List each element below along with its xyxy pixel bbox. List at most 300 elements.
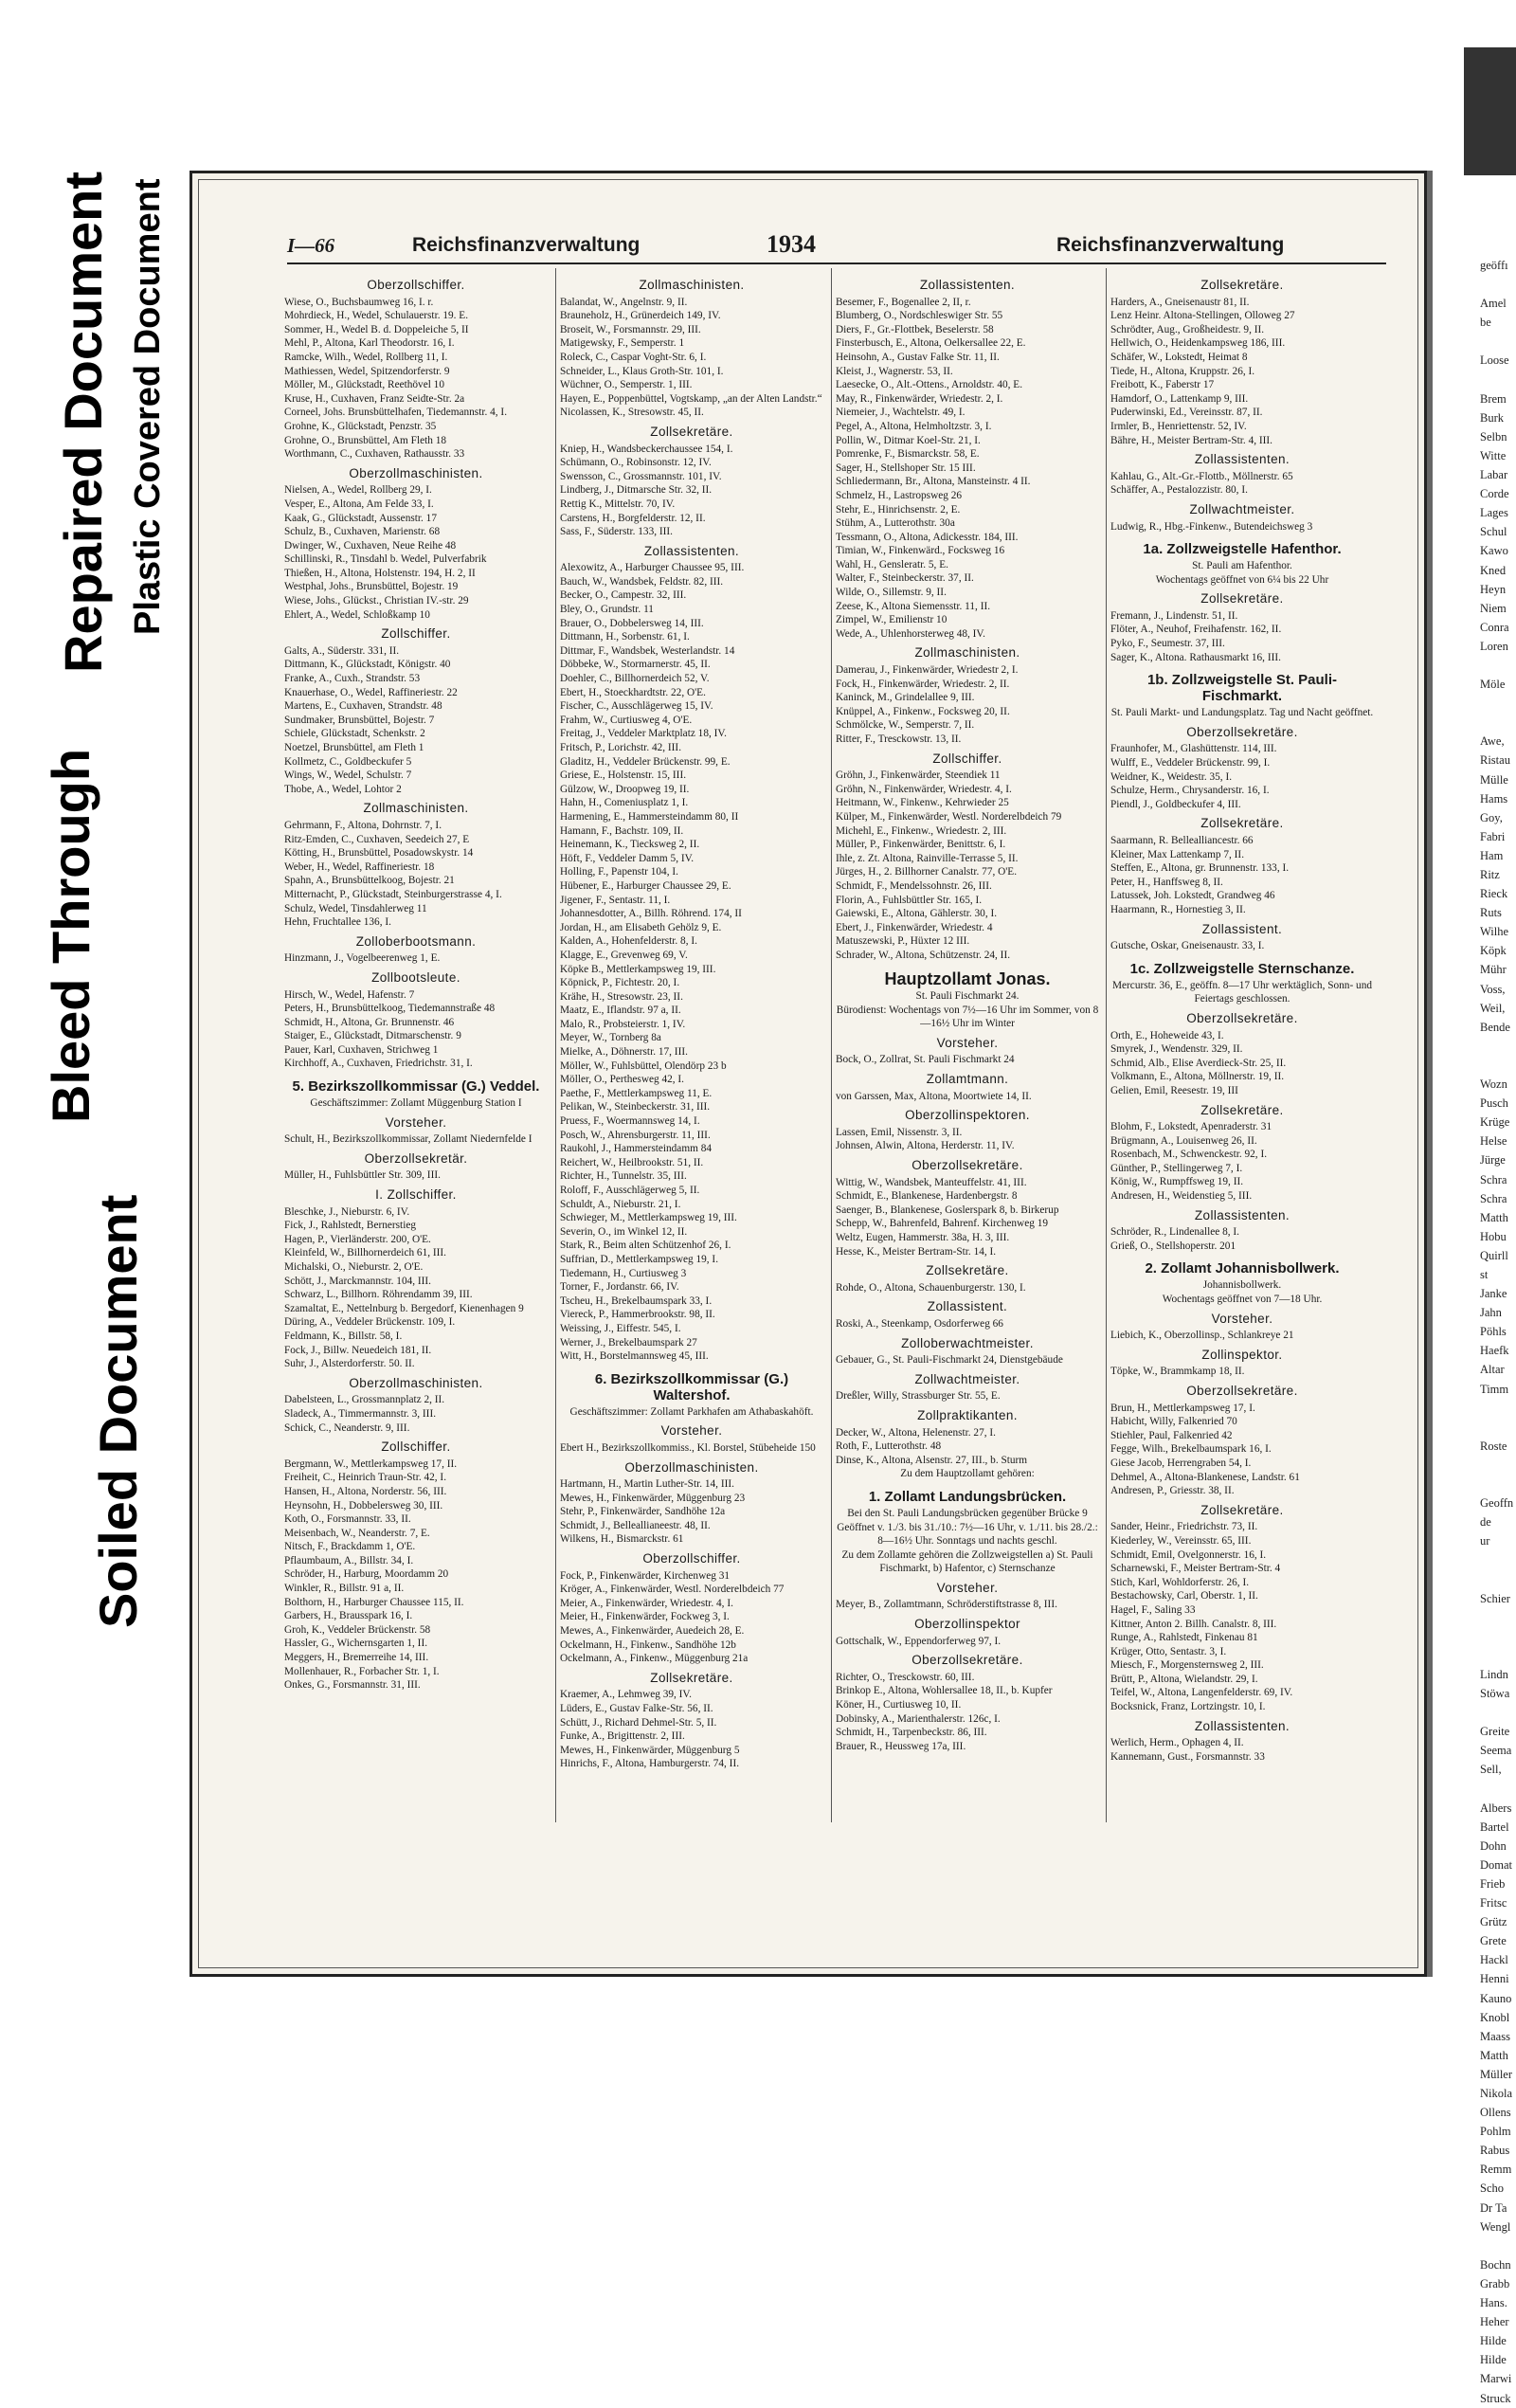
section-heading: Zollsekretäre. — [1200, 591, 1284, 607]
directory-entry: Gutsche, Oskar, Gneisenaustr. 33, I. — [1110, 940, 1265, 952]
next-page-fragment: Greite — [1480, 1725, 1510, 1739]
directory-entry: Timian, W., Finkenwärd., Focksweg 16 — [836, 545, 1005, 557]
next-page-fragment: geöffı — [1480, 259, 1508, 272]
directory-entry: Richter, O., Tresckowstr. 60, III. — [836, 1671, 975, 1683]
section-heading: Zollassistent. — [927, 1299, 1008, 1314]
directory-entry: Runge, A., Rahlstedt, Finkenau 81 — [1110, 1632, 1258, 1644]
office-note: Wochentags geöffnet von 6¼ bis 22 Uhr — [1155, 573, 1329, 586]
directory-entry: Sager, H., Stellshoper Str. 15 III. — [836, 462, 976, 474]
next-page-fragment — [1480, 371, 1516, 389]
directory-entry: Damerau, J., Finkenwärder, Wriedestr 2, I. — [836, 664, 1019, 677]
directory-entry: Brauer, O., Dobbelersweg 14, III. — [560, 617, 704, 629]
directory-entry: Kaak, G., Glückstadt, Aussenstr. 17 — [284, 512, 437, 524]
directory-entry: Weltz, Eugen, Hammerstr. 38a, H. 3, III. — [836, 1232, 1010, 1243]
section-heading: Oberzollsekretäre. — [911, 1158, 1023, 1173]
directory-entry: Schmid, Alb., Elise Averdieck-Str. 25, II. — [1110, 1057, 1287, 1069]
next-page-edge — [1480, 256, 1516, 2405]
directory-column-4 — [1110, 273, 1374, 1827]
directory-entry: Fock, H., Finkenwärder, Wriedestr. 2, II. — [836, 678, 1010, 690]
directory-entry: Heinsohn, A., Gustav Falke Str. 11, II. — [836, 351, 1000, 363]
directory-entry: Pomrenke, F., Bismarckstr. 58, E. — [836, 448, 980, 461]
directory-entry: Nicolassen, K., Stresowstr. 45, II. — [560, 407, 704, 419]
next-page-fragment: Schier — [1480, 1591, 1510, 1605]
directory-entry: Piendl, J., Goldbeckufer 4, III. — [1110, 798, 1241, 810]
directory-entry: Gottschalk, W., Eppendorferweg 97, I. — [836, 1635, 1002, 1647]
directory-entry: Finsterbusch, E., Altona, Oelkersallee 22, E. — [836, 337, 1026, 350]
directory-entry: Sladeck, A., Timmermannstr. 3, III. — [284, 1407, 437, 1420]
next-page-fragment: Mülle — [1480, 772, 1508, 787]
directory-entry: Decker, W., Altona, Helenenstr. 27, I. — [836, 1426, 996, 1439]
directory-entry: Broseit, W., Forsmannstr. 29, III. — [560, 323, 701, 335]
directory-entry: Sundmaker, Brunsbüttel, Bojestr. 7 — [284, 714, 435, 726]
next-page-fragment: Dr Ta — [1480, 2200, 1507, 2215]
directory-entry: Bauch, W., Wandsbek, Feldstr. 82, III. — [560, 575, 724, 588]
directory-entry: Müller, P., Finkenwärder, Benittstr. 6, I. — [836, 839, 1006, 851]
next-page-fragment: Dohn — [1480, 1838, 1507, 1853]
directory-entry: Richter, H., Tunnelstr. 35, III. — [560, 1170, 687, 1183]
next-page-fragment: Albers — [1480, 1801, 1512, 1815]
directory-entry: Alexowitz, A., Harburger Chaussee 95, III. — [560, 562, 745, 574]
directory-entry: Malo, R., Probsteierstr. 1, IV. — [560, 1018, 686, 1030]
directory-entry: Nitsch, F., Brackdamm 1, O'E. — [284, 1541, 416, 1553]
directory-entry: Dabelsteen, L., Grossmannplatz 2, II. — [284, 1394, 445, 1406]
directory-entry: Bergmann, W., Mettlerkampsweg 17, II. — [284, 1457, 458, 1470]
side-labels — [0, 0, 180, 2063]
directory-entry: Schult, H., Bezirkszollkommissar, Zollamt Niedernfelde I — [284, 1133, 532, 1146]
directory-entry: Suhr, J., Alsterdorferstr. 50. II. — [284, 1358, 415, 1370]
next-page-fragment — [1480, 656, 1516, 675]
directory-entry: Pollin, W., Ditmar Koel-Str. 21, I. — [836, 434, 981, 446]
directory-entry: Michalski, O., Nieburstr. 2, O'E. — [284, 1261, 424, 1273]
directory-entry: Grieß, O., Stellshoperstr. 201 — [1110, 1240, 1236, 1252]
label-bleed-through: Bleed Through — [41, 748, 100, 1123]
section-heading: Oberzollschiffer. — [367, 278, 465, 292]
section-heading: Zolloberbootsmann. — [355, 933, 477, 949]
directory-entry: Pyko, F., Seumestr. 37, III. — [1110, 638, 1225, 650]
directory-entry: Meier, H., Finkenwärder, Fockweg 3, I. — [560, 1611, 730, 1623]
next-page-fragment — [1480, 1608, 1516, 1627]
next-page-fragment: Rabus — [1480, 2144, 1510, 2158]
next-page-fragment: Mühr — [1480, 963, 1507, 977]
office-heading: 5. Bezirkszollkommissar (G.) Veddel. — [292, 1078, 540, 1095]
directory-entry: Ebert H., Bezirkszollkommiss., Kl. Borstel, Stübeheide 150 — [560, 1441, 816, 1454]
directory-entry: Dreßler, Willy, Strassburger Str. 55, E. — [836, 1390, 1001, 1403]
next-page-fragment — [1480, 1569, 1516, 1588]
next-page-fragment: Haefk — [1480, 1344, 1509, 1358]
directory-entry: Ritz-Emden, C., Cuxhaven, Seedeich 27, E — [284, 833, 470, 845]
next-page-fragment: Lages — [1480, 506, 1508, 520]
office-note: St. Pauli Fischmarkt 24. — [915, 990, 1020, 1003]
directory-entry: Möller, W., Fuhlsbüttel, Olendörp 23 b — [560, 1059, 727, 1072]
directory-entry: Külper, M., Finkenwärder, Westl. Norderelbdeich 79 — [836, 810, 1062, 823]
directory-entry: König, W., Rumpffsweg 19, II. — [1110, 1176, 1244, 1188]
directory-entry: Schümann, O., Robinsonstr. 12, IV. — [560, 457, 712, 469]
next-page-fragment: Hilde — [1480, 2353, 1507, 2367]
directory-entry: Kannemann, Gust., Forsmannstr. 33 — [1110, 1750, 1265, 1763]
directory-entry: Gehrmann, F., Altona, Dohrnstr. 7, I. — [284, 819, 442, 831]
next-page-fragment: Maass — [1480, 2029, 1510, 2043]
directory-entry: Dittmann, K., Glückstadt, Königstr. 40 — [284, 659, 451, 671]
directory-entry: Fock, J., Billw. Neuedeich 181, II. — [284, 1344, 432, 1356]
next-page-fragment: Kned — [1480, 563, 1507, 577]
scan-edge-bar — [1464, 47, 1516, 175]
directory-entry: Köpnick, P., Fichtestr. 20, I. — [560, 977, 680, 989]
directory-entry: Fegge, Wilh., Brekelbaumspark 16, I. — [1110, 1443, 1272, 1456]
directory-entry: Thobe, A., Wedel, Lohtor 2 — [284, 783, 402, 795]
directory-entry: Ockelmann, H., Finkenw., Sandhöhe 12b — [560, 1639, 736, 1651]
next-page-fragment: Marwi — [1480, 2372, 1512, 2386]
next-page-fragment — [1480, 1456, 1516, 1475]
next-page-fragment: Wengl — [1480, 2219, 1511, 2234]
directory-entry: Suffrian, D., Mettlerkampsweg 19, I. — [560, 1253, 719, 1265]
section-heading: Zollsekretäre. — [1200, 278, 1284, 292]
directory-column-3 — [836, 273, 1099, 1827]
directory-entry: Brun, H., Mettlerkampsweg 17, I. — [1110, 1402, 1255, 1414]
directory-entry: Knauerhase, O., Wedel, Raffineriestr. 22 — [284, 686, 458, 698]
directory-entry: Dinse, K., Altona, Alsenstr. 27, III., b. Sturm — [836, 1454, 1028, 1466]
section-heading: Oberzollmaschinisten. — [349, 1375, 483, 1390]
directory-entry: Hirsch, W., Wedel, Hafenstr. 7 — [284, 988, 415, 1001]
section-heading: Zollwachtmeister. — [1189, 501, 1295, 516]
next-page-fragment: Schul — [1480, 525, 1507, 539]
next-page-fragment — [1480, 713, 1516, 732]
directory-entry: Andresen, H., Weidenstieg 5, III. — [1110, 1190, 1253, 1203]
directory-entry: Stiehler, Paul, Falkenried 42 — [1110, 1429, 1233, 1441]
directory-entry: Andresen, P., Griesstr. 38, II. — [1110, 1485, 1235, 1497]
directory-entry: Sander, Heinr., Friedrichstr. 73, II. — [1110, 1521, 1258, 1533]
next-page-fragment: Kauno — [1480, 1991, 1512, 2005]
directory-entry: Hinrichs, F., Altona, Hamburgerstr. 74, II. — [560, 1758, 740, 1770]
next-page-fragment: Jürge — [1480, 1153, 1506, 1168]
next-page-fragment: Matth — [1480, 1210, 1508, 1224]
directory-entry: Feldmann, K., Billstr. 58, I. — [284, 1330, 403, 1342]
section-heading: Zollsekretäre. — [1200, 1102, 1284, 1117]
next-page-fragment — [1480, 1475, 1516, 1494]
directory-entry: Mollenhauer, R., Forbacher Str. 1, I. — [284, 1665, 440, 1677]
office-heading: 6. Bezirkszollkommissar (G.) Waltershof. — [594, 1370, 789, 1403]
next-page-fragment: st — [1480, 1267, 1489, 1281]
next-page-fragment: Ham — [1480, 848, 1504, 862]
directory-entry: Freibott, K., Faberstr 17 — [1110, 379, 1215, 391]
directory-entry: Schmelz, H., Lastropsweg 26 — [836, 489, 963, 501]
next-page-fragment: Remm — [1480, 2163, 1512, 2177]
office-note: St. Pauli Markt- und Landungsplatz. Tag und Nacht geöffnet. — [1110, 707, 1374, 719]
directory-entry: Jigener, F., Sentastr. 11, I. — [560, 894, 671, 906]
directory-entry: Franke, A., Cuxh., Strandstr. 53 — [284, 673, 421, 685]
directory-entry: Lindberg, J., Ditmarsche Str. 32, II. — [560, 484, 713, 497]
header-year: 1934 — [767, 230, 816, 258]
directory-entry: Wahl, H., Gensleratr. 5, E. — [836, 558, 948, 570]
next-page-fragment: ur — [1480, 1534, 1490, 1548]
scanned-page — [190, 171, 1427, 1977]
directory-entry: Carstens, H., Borgfelderstr. 12, II. — [560, 512, 706, 524]
directory-entry: Kleist, J., Wagnerstr. 53, II. — [836, 365, 953, 377]
next-page-fragment: Ruts — [1480, 906, 1502, 920]
directory-entry: Töpke, W., Brammkamp 18, II. — [1110, 1366, 1245, 1378]
directory-entry: Dittmar, F., Wandsbek, Westerlandstr. 14 — [560, 644, 735, 657]
office-heading: 2. Zollamt Johannisbollwerk. — [1145, 1260, 1340, 1277]
directory-entry: Schröder, R., Lindenallee 8, I. — [1110, 1226, 1240, 1239]
directory-entry: Becker, O., Campestr. 32, III. — [560, 589, 687, 602]
next-page-fragment: Köpk — [1480, 944, 1507, 958]
directory-entry: Thießen, H., Altona, Holstenstr. 194, H. 2, II — [284, 567, 476, 579]
next-page-fragment: Knobl — [1480, 2010, 1510, 2024]
directory-entry: Mewes, H., Finkenwärder, Müggenburg 23 — [560, 1492, 746, 1504]
directory-entry: Balandat, W., Angelnstr. 9, II. — [560, 296, 688, 308]
directory-entry: Dobinsky, A., Marienthalerstr. 126c, I. — [836, 1712, 1001, 1725]
directory-entry: Lassen, Emil, Nissenstr. 3, II. — [836, 1126, 963, 1138]
directory-entry: Stark, R., Beim alten Schützenhof 26, I. — [560, 1240, 731, 1252]
next-page-fragment: Ristau — [1480, 753, 1510, 768]
next-page-fragment — [1480, 1780, 1516, 1799]
directory-entry: Schäffer, A., Pestalozzistr. 80, I. — [1110, 484, 1248, 497]
directory-entry: Severin, O., im Winkel 12, II. — [560, 1225, 688, 1238]
directory-entry: Galts, A., Süderstr. 331, II. — [284, 644, 400, 657]
directory-entry: Worthmann, C., Cuxhaven, Rathausstr. 33 — [284, 448, 465, 461]
directory-entry: Schmidt, J., Belleallianeestr. 48, II. — [560, 1519, 711, 1531]
directory-entry: Laesecke, O., Alt.-Ottens., Arnoldstr. 40, E. — [836, 379, 1023, 391]
directory-entry: Raukohl, J., Hammersteindamm 84 — [560, 1143, 713, 1155]
office-note: Geöffnet v. 1./3. bis 31./10.: 7½—16 Uhr, v. 1./11. bis 28./2.: 8—16½ Uhr. Sonntags und nachts geschl. — [837, 1521, 1098, 1548]
directory-entry: Steffen, E., Altona, gr. Brunnenstr. 133, I. — [1110, 862, 1290, 875]
directory-entry: Meier, A., Finkenwärder, Wriedestr. 4, I. — [560, 1597, 733, 1609]
directory-entry: Matigewsky, F., Semperstr. 1 — [560, 337, 685, 350]
next-page-fragment: de — [1480, 1515, 1491, 1530]
next-page-fragment: Weil, — [1480, 1001, 1506, 1015]
directory-entry: Tscheu, H., Brekelbaumspark 33, I. — [560, 1295, 713, 1307]
section-heading: Oberzollsekretäre. — [911, 1653, 1023, 1668]
office-note: Wochentags geöffnet von 7—18 Uhr. — [1162, 1294, 1323, 1306]
directory-entry: Brauer, R., Heussweg 17a, III. — [836, 1740, 966, 1752]
directory-entry: Schuldt, A., Nieburstr. 21, I. — [560, 1198, 681, 1210]
section-heading: Oberzollinspektor — [914, 1617, 1020, 1632]
directory-entry: Düring, A., Veddeler Brückenstr. 109, I. — [284, 1316, 456, 1329]
directory-entry: Saarmann, R. Bellealliancestr. 66 — [1110, 835, 1254, 846]
directory-entry: Rohde, O., Altona, Schauenburgerstr. 130, I. — [836, 1281, 1026, 1294]
directory-entry: Winkler, R., Billstr. 91 a, II. — [284, 1583, 405, 1595]
directory-entry: Hagen, P., Vierländerstr. 200, O'E. — [284, 1233, 431, 1245]
office-note: Zu dem Hauptzollamt gehören: — [900, 1468, 1035, 1480]
directory-entry: Dwinger, W., Cuxhaven, Neue Reihe 48 — [284, 539, 457, 552]
next-page-fragment — [1480, 275, 1516, 294]
next-page-fragment — [1480, 1056, 1516, 1075]
next-page-fragment: Hilde — [1480, 2334, 1507, 2348]
directory-entry: Hinzmann, J., Vogelbeerenweg 1, E. — [284, 952, 441, 965]
section-heading: Zollinspektor. — [1201, 1347, 1283, 1362]
next-page-fragment: Wozn — [1480, 1077, 1507, 1092]
directory-entry: Mewes, A., Finkenwärder, Auedeich 28, E. — [560, 1625, 745, 1638]
directory-entry: Wüchner, O., Semperstr. 1, III. — [560, 379, 693, 391]
column-rule — [555, 268, 556, 1822]
directory-entry: Schmidt, F., Mendelssohnstr. 26, III. — [836, 879, 992, 892]
directory-entry: Funke, A., Brigittenstr. 2, III. — [560, 1730, 685, 1743]
next-page-fragment — [1480, 1418, 1516, 1437]
directory-entry: Kalden, A., Hohenfelderstr. 8, I. — [560, 935, 697, 948]
directory-entry: Johnsen, Alwin, Altona, Herderstr. 11, IV. — [836, 1140, 1015, 1152]
section-heading: Vorsteher. — [936, 1035, 999, 1050]
section-heading: Zollschiffer. — [932, 751, 1002, 766]
directory-entry: Jordan, H., am Elisabeth Gehölz 9, E. — [560, 921, 722, 933]
directory-entry: Pelikan, W., Steinbeckerstr. 31, III. — [560, 1101, 711, 1113]
label-plastic-covered-document: Plastic Covered Document — [128, 178, 168, 635]
directory-entry: Harders, A., Gneisenaustr 81, II. — [1110, 296, 1250, 308]
directory-entry: Mielke, A., Döhnerstr. 17, III. — [560, 1046, 688, 1059]
directory-entry: Müller, H., Fuhlsbüttler Str. 309, III. — [284, 1169, 441, 1182]
main-office-heading: Hauptzollamt Jonas. — [884, 969, 1051, 988]
section-heading: Zollsekretäre. — [650, 424, 733, 439]
directory-entry: Kröger, A., Finkenwärder, Westl. Norderelbdeich 77 — [560, 1584, 785, 1596]
directory-entry: Weidner, K., Weidestr. 35, I. — [1110, 770, 1233, 783]
directory-entry: Bley, O., Grundstr. 11 — [560, 604, 654, 616]
section-heading: Vorsteher. — [936, 1580, 999, 1595]
next-page-fragment: Bochn — [1480, 2257, 1511, 2272]
directory-entry: Schwarz, L., Billhorn. Röhrendamm 39, III. — [284, 1289, 473, 1301]
directory-entry: Flöter, A., Neuhof, Freihafenstr. 162, II. — [1110, 624, 1282, 636]
section-heading: Zollschiffer. — [381, 626, 451, 642]
next-page-fragment: Pusch — [1480, 1096, 1508, 1111]
directory-entry: Blumberg, O., Nordschleswiger Str. 55 — [836, 310, 1003, 322]
directory-entry: Freitag, J., Veddeler Marktplatz 18, IV. — [560, 728, 727, 740]
directory-entry: Miesch, F., Morgensternsweg 2, III. — [1110, 1659, 1264, 1672]
next-page-fragment: Bende — [1480, 1020, 1510, 1034]
next-page-fragment: Kawo — [1480, 544, 1508, 558]
section-heading: Zollmaschinisten. — [914, 645, 1020, 661]
next-page-fragment — [1480, 1550, 1516, 1569]
directory-entry: Wede, A., Uhlenhorsterweg 48, IV. — [836, 627, 985, 640]
directory-entry: Wings, W., Wedel, Schulstr. 7 — [284, 769, 412, 782]
directory-entry: Mewes, H., Finkenwärder, Müggenburg 5 — [560, 1744, 740, 1756]
directory-entry: Bock, O., Zollrat, St. Pauli Fischmarkt 24 — [836, 1054, 1015, 1066]
next-page-fragment: Krüge — [1480, 1115, 1510, 1130]
directory-entry: Noetzel, Brunsbüttel, am Fleth 1 — [284, 742, 424, 753]
next-page-fragment: Pöhls — [1480, 1325, 1507, 1339]
directory-entry: Besemer, F., Bogenallee 2, II, r. — [836, 296, 971, 308]
directory-entry: Schröder, H., Harburg, Moordamm 20 — [284, 1568, 449, 1581]
next-page-fragment — [1480, 1627, 1516, 1646]
directory-entry: Niemeier, J., Wachtelstr. 49, I. — [836, 407, 966, 419]
directory-entry: Johannesdotter, A., Billh. Röhrend. 174, II — [560, 908, 742, 920]
directory-entry: Gröhn, N., Finkenwärder, Wriedestr. 4, I. — [836, 783, 1012, 795]
directory-entry: Hübener, E., Harburger Chaussee 29, E. — [560, 879, 731, 892]
directory-entry: Koth, O., Forsmannstr. 33, II. — [284, 1513, 411, 1526]
directory-entry: Irmler, B., Henriettenstr. 52, IV. — [1110, 420, 1247, 432]
next-page-fragment: be — [1480, 316, 1491, 330]
directory-entry: Liebich, K., Oberzollinsp., Schlankreye 21 — [1110, 1330, 1294, 1342]
next-page-fragment: Niem — [1480, 601, 1507, 615]
office-note: St. Pauli am Hafenthor. — [1192, 560, 1292, 572]
directory-entry: Ebert, H., Stoeckhardtstr. 22, O'E. — [560, 686, 706, 698]
directory-entry: Roski, A., Steenkamp, Osdorferweg 66 — [836, 1317, 1003, 1330]
directory-entry: Paethe, F., Mettlerkampsweg 11, E. — [560, 1087, 713, 1099]
section-heading: Zollsekretäre. — [1200, 816, 1284, 831]
directory-entry: Tiede, H., Altona, Kruppstr. 26, I. — [1110, 365, 1255, 377]
directory-entry: Schulze, Herm., Chrysanderstr. 16, I. — [1110, 785, 1270, 797]
next-page-fragment: Nikola — [1480, 2087, 1513, 2100]
next-page-fragment: Brem — [1480, 391, 1507, 406]
section-heading: Oberzollinspektoren. — [905, 1108, 1030, 1123]
next-page-fragment: Heyn — [1480, 582, 1507, 596]
section-heading: Zollpraktikanten. — [917, 1407, 1018, 1422]
directory-entry: Kötting, H., Brunsbüttel, Posadowskystr. 14 — [284, 847, 474, 860]
directory-entry: Smyrek, J., Wendenstr. 329, II. — [1110, 1043, 1243, 1056]
directory-entry: Fraunhofer, M., Glashüttenstr. 114, III. — [1110, 743, 1277, 755]
section-heading: Zollassistenten. — [1194, 1718, 1290, 1733]
directory-entry: Ludwig, R., Hbg.-Finkenw., Butendeichsweg 3 — [1110, 520, 1313, 533]
directory-entry: Grohne, K., Glückstadt, Penzstr. 35 — [284, 420, 437, 432]
directory-entry: Saenger, B., Blankenese, Goslerspark 8, b. Birkerup — [836, 1204, 1059, 1216]
directory-entry: Mitternacht, P., Glückstadt, Steinburgerstrasse 4, I. — [284, 888, 502, 900]
section-heading: Zollbootsleute. — [371, 969, 460, 985]
directory-entry: Hesse, K., Meister Bertram-Str. 14, I. — [836, 1245, 997, 1258]
next-page-fragment: Grabb — [1480, 2276, 1510, 2290]
directory-entry: Hansen, H., Altona, Norderstr. 56, III. — [284, 1485, 447, 1497]
directory-entry: Schmidt, E., Blankenese, Hardenbergstr. 8 — [836, 1190, 1018, 1203]
directory-entry: Schiele, Glückstadt, Schenkstr. 2 — [284, 728, 425, 740]
directory-entry: Schneider, L., Klaus Groth-Str. 101, I. — [560, 365, 724, 377]
directory-entry: Fremann, J., Lindenstr. 51, II. — [1110, 609, 1238, 622]
directory-entry: Ockelmann, A., Finkenw., Müggenburg 21a — [560, 1653, 749, 1665]
directory-entry: Meyer, B., Zollamtmann, Schröderstiftstrasse 8, III. — [836, 1599, 1057, 1611]
directory-entry: von Garssen, Max, Altona, Moortwiete 14, II. — [836, 1090, 1032, 1102]
next-page-fragment: Henni — [1480, 1972, 1509, 1986]
directory-entry: Kirchhoff, A., Cuxhaven, Friedrichstr. 31, I. — [284, 1058, 473, 1070]
next-page-fragment: Conra — [1480, 620, 1509, 634]
directory-entry: Martens, E., Cuxhaven, Strandstr. 48 — [284, 700, 442, 713]
directory-entry: Weber, H., Wedel, Raffineriestr. 18 — [284, 860, 435, 873]
next-page-fragment — [1480, 1037, 1516, 1056]
directory-entry: Hahn, H., Comeniusplatz 1, I. — [560, 797, 689, 809]
directory-entry: Frahm, W., Curtiusweg 4, O'E. — [560, 714, 693, 726]
directory-entry: Wiese, Johs., Glückst., Christian IV.-str. 29 — [284, 595, 469, 607]
directory-entry: Stich, Karl, Wohldorferstr. 26, I. — [1110, 1576, 1250, 1588]
directory-entry: Hellwich, O., Heidenkampsweg 186, III. — [1110, 337, 1286, 350]
office-note: Geschäftszimmer: Zollamt Müggenburg Station I — [310, 1097, 522, 1110]
next-page-fragment: Domat — [1480, 1857, 1513, 1872]
directory-entry: Witt, H., Borstelmannsweg 45, III. — [560, 1350, 709, 1363]
directory-entry: Gaiewski, E., Altona, Gählerstr. 30, I. — [836, 908, 998, 920]
directory-entry: Staiger, E., Glückstadt, Ditmarschenstr. 9 — [284, 1030, 461, 1042]
directory-entry: Kittner, Anton 2. Billh. Canalstr. 8, III. — [1110, 1618, 1277, 1630]
directory-entry: Köpke B., Mettlerkampsweg 19, III. — [560, 963, 716, 975]
next-page-fragment: Geoffn — [1480, 1496, 1514, 1511]
directory-entry: Doehler, C., Billhornerdeich 52, V. — [560, 673, 710, 685]
directory-entry: Möller, O., Perthesweg 42, I. — [560, 1074, 685, 1086]
directory-entry: Höft, F., Veddeler Damm 5, IV. — [560, 852, 695, 864]
directory-entry: Lenz Heinr. Altona-Stellingen, Olloweg 27 — [1110, 310, 1295, 322]
directory-entry: Sommer, H., Wedel B. d. Doppeleiche 5, II — [284, 323, 469, 335]
directory-entry: Roloff, F., Ausschlägerweg 5, II. — [560, 1185, 700, 1196]
directory-entry: Corneel, Johs. Brunsbüttelhafen, Tiedemannstr. 4, I. — [284, 407, 508, 419]
directory-entry: Jürges, H., 2. Billhorner Canalstr. 77, O'E. — [836, 866, 1018, 878]
section-heading: I. Zollschiffer. — [375, 1187, 457, 1203]
directory-entry: Krüger, Otto, Sentastr. 3, I. — [1110, 1645, 1227, 1657]
next-page-fragment: Loren — [1480, 639, 1508, 653]
directory-entry: Hamdorf, O., Lattenkamp 9, III. — [1110, 392, 1249, 405]
directory-entry: Gladitz, H., Veddeler Brückenstr. 99, E. — [560, 755, 731, 768]
directory-entry: Sass, F., Süderstr. 133, III. — [560, 526, 673, 538]
directory-entry: Fischer, C., Ausschlägerweg 15, IV. — [560, 700, 713, 713]
directory-entry: Kiederley, W., Vereinsstr. 65, III. — [1110, 1534, 1252, 1547]
next-page-fragment: Witte — [1480, 448, 1507, 462]
directory-entry: Knüppel, A., Finkenw., Focksweg 20, II. — [836, 705, 1010, 717]
label-soiled-document: Soiled Document — [88, 1194, 148, 1628]
section-heading: Zollassistenten. — [1194, 452, 1290, 467]
directory-entry: Mathiessen, Wedel, Spitzendorferstr. 9 — [284, 365, 450, 377]
directory-entry: Tiedemann, H., Curtiusweg 3 — [560, 1267, 687, 1279]
directory-entry: Viereck, P., Hammerbrookstr. 98, II. — [560, 1309, 715, 1321]
directory-entry: Kahlau, G., Alt.-Gr.-Flottb., Möllnerstr. 65 — [1110, 470, 1293, 482]
section-heading: Zollsekretäre. — [650, 1670, 733, 1685]
